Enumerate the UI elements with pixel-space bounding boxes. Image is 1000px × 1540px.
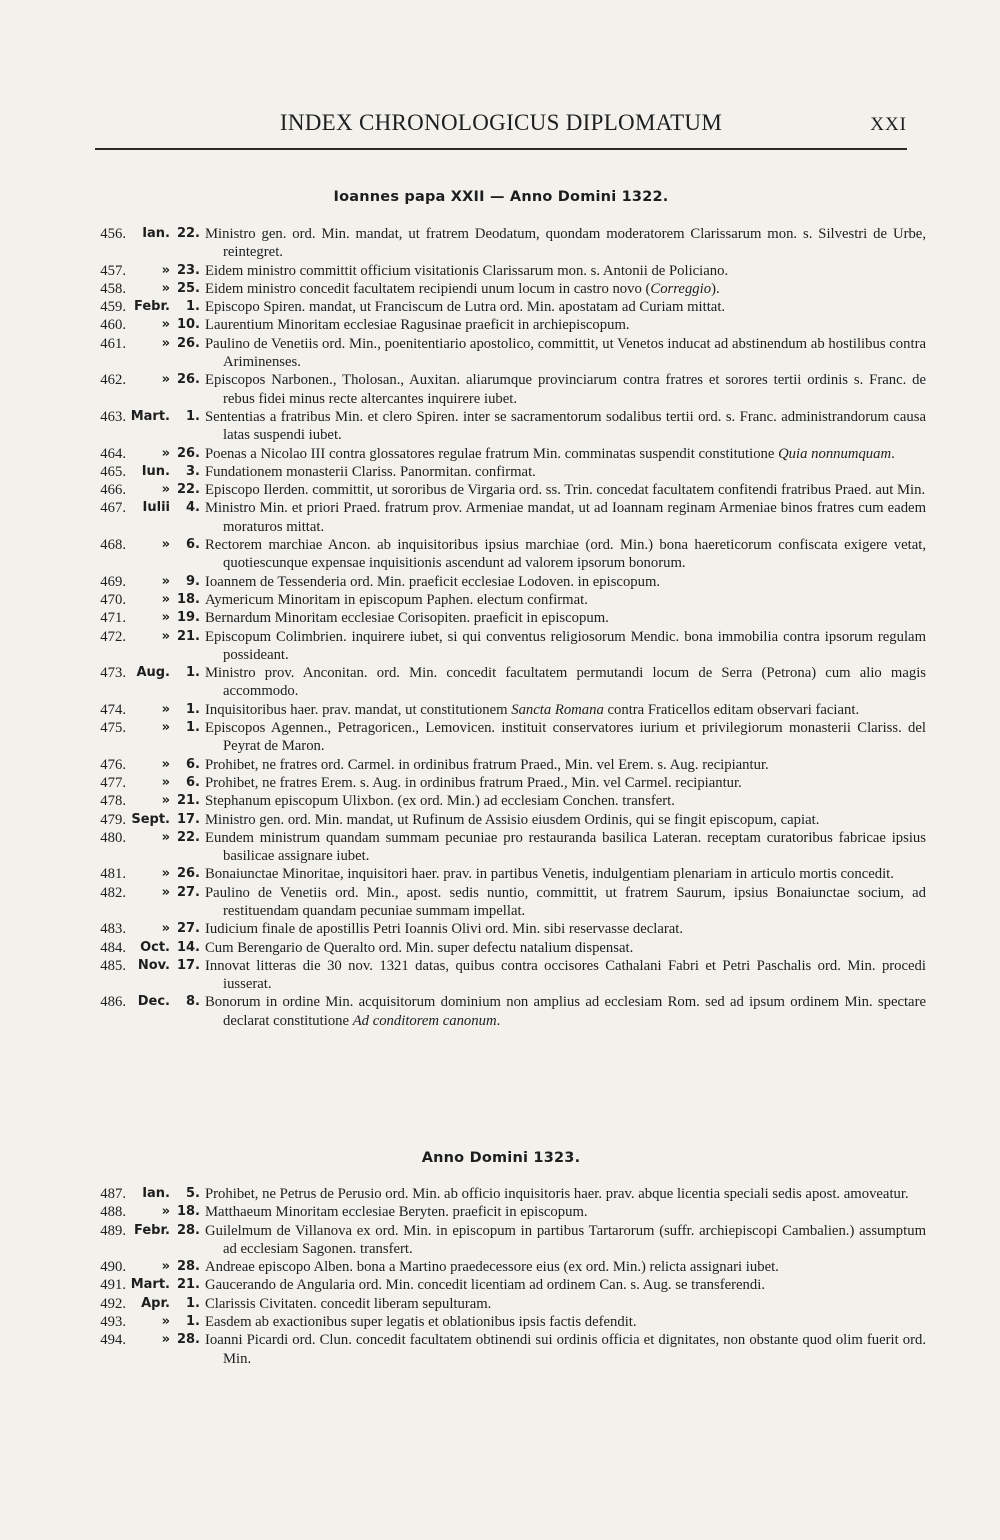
- entry-row: [0, 1313, 1000, 1331]
- entry-number: 478.: [100, 793, 126, 810]
- entry-day: 22.: [176, 829, 200, 845]
- entry-number: 468.: [100, 537, 126, 554]
- entry-day: 9.: [186, 573, 200, 589]
- entry-month: »: [161, 573, 170, 589]
- entry-text: Paulino de Venetiis ord. Min., poenitentiario apostolico, committit, ut Venetos inducat ad abstinendum ab hostilibus contra Ariminenses.: [205, 335, 926, 371]
- entry-day: 18.: [176, 591, 200, 607]
- entry-text: Iudicium finale de apostillis Petri Ioannis Olivi ord. Min. sibi reservasse declarat.: [205, 921, 684, 938]
- entry-number: 459.: [100, 299, 126, 316]
- entry-row: [0, 463, 1000, 481]
- entry-text: Easdem ab exactionibus super legatis et oblationibus ipsis factis defendit.: [205, 1314, 637, 1331]
- entry-text: Ministro prov. Anconitan. ord. Min. concedit facultatem permutandi locum de Serra (Petrona) cum alio magis accommodo.: [205, 665, 926, 700]
- entry-row: [0, 1222, 1000, 1259]
- entry-number: 491.: [100, 1277, 126, 1294]
- entry-month: Mart.: [130, 408, 170, 424]
- entry-italic-title: Quia nonnumquam: [778, 445, 892, 462]
- entry-day: 6.: [186, 756, 200, 772]
- entry-number: 474.: [100, 701, 126, 718]
- entry-row: [0, 811, 1000, 829]
- entry-row: [0, 225, 1000, 262]
- entry-number: 473.: [100, 665, 126, 682]
- entry-month: »: [161, 829, 170, 845]
- entry-day: 26.: [176, 335, 200, 351]
- entry-day: 27.: [176, 884, 200, 900]
- entry-number: 470.: [100, 591, 126, 608]
- entry-number: 477.: [100, 774, 126, 791]
- entry-row: [0, 939, 1000, 957]
- entry-day: 26.: [176, 445, 200, 461]
- entry-text: Eidem ministro committit officium visitationis Clarissarum mon. s. Antonii de Policiano.: [205, 262, 729, 279]
- entry-day: 6.: [186, 537, 200, 553]
- entry-number: 472.: [100, 628, 126, 645]
- entry-row: [0, 481, 1000, 499]
- entry-number: 462.: [100, 372, 126, 389]
- entry-number: 467.: [100, 500, 126, 517]
- entry-number: 494.: [100, 1332, 126, 1349]
- entry-number: 482.: [100, 884, 126, 901]
- entry-month: »: [161, 628, 170, 644]
- entry-day: 1.: [186, 720, 200, 736]
- entry-day: 22.: [176, 482, 200, 498]
- entry-number: 475.: [100, 720, 126, 737]
- entry-month: Iulii: [142, 500, 170, 516]
- entry-text: Stephanum episcopum Ulixbon. (ex ord. Min.) ad ecclesiam Conchen. transfert.: [205, 793, 675, 810]
- entry-row: [0, 1258, 1000, 1276]
- entry-number: 458.: [100, 280, 126, 297]
- entry-month: »: [161, 482, 170, 498]
- entry-row: [0, 371, 1000, 408]
- entry-row: [0, 280, 1000, 298]
- entry-month: Ian.: [142, 226, 170, 241]
- entry-row: [0, 920, 1000, 938]
- entry-number: 476.: [100, 756, 126, 773]
- entry-text: Andreae episcopo Alben. bona a Martino praedecessore eius (ex ord. Min.) relicta assignari iubet.: [205, 1259, 779, 1276]
- page-header: [95, 106, 907, 150]
- entry-month: Aug.: [136, 665, 170, 681]
- entry-text: Episcopum Colimbrien. inquirere iubet, si qui conventus religiosorum Mendic. bona immobilia contra ipsorum regulam possideant.: [205, 628, 926, 663]
- entry-month: »: [161, 756, 170, 772]
- entry-number: 460.: [100, 317, 126, 334]
- entry-row: [0, 316, 1000, 334]
- entry-row: [0, 1276, 1000, 1294]
- entry-row: [0, 408, 1000, 445]
- entry-text: Sententias a fratribus Min. et clero Spiren. inter se sacramentorum sodalibus tertii ord. s. Franc. administrandorum causa latas suspendi iubet.: [205, 408, 926, 444]
- entry-month: »: [161, 591, 170, 607]
- entry-number: 469.: [100, 573, 126, 590]
- entry-row: [0, 609, 1000, 627]
- entry-number: 461.: [100, 335, 126, 352]
- entry-day: 21.: [176, 1277, 200, 1293]
- entry-number: 463.: [100, 408, 126, 425]
- entry-number: 481.: [100, 866, 126, 883]
- entry-row: [0, 499, 1000, 536]
- entry-text: Prohibet, ne fratres ord. Carmel. in ordinibus fratrum Praed., Min. vel Erem. s. Aug. recipiantur.: [205, 756, 769, 773]
- entry-text: Ministro gen. ord. Min. mandat, ut fratrem Deodatum, quondam moderatorem Clarissarum mon. s. Silvestri de Urbe, reintegret.: [205, 226, 926, 261]
- entry-month: Oct.: [140, 939, 170, 955]
- entry-text: Ioanni Picardi ord. Clun. concedit facultatem obtinendi sui ordinis officia et dignitates, non obstante quod olim fuerit ord. Min.: [205, 1332, 926, 1367]
- entry-text: Poenas a Nicolao III contra glossatores regulae fratrum Min. comminatas suspendit constitutione Quia nonnumquam.: [205, 445, 895, 462]
- entry-row: [0, 536, 1000, 573]
- entry-number: 465.: [100, 463, 126, 480]
- entry-day: 18.: [176, 1204, 200, 1220]
- entry-number: 488.: [100, 1204, 126, 1221]
- entry-text: Laurentium Minoritam ecclesiae Ragusinae praeficit in archiepiscopum.: [205, 317, 630, 334]
- entry-row: [0, 957, 1000, 994]
- entry-text: Bernardum Minoritam ecclesiae Corisopiten. praeficit in episcopum.: [205, 610, 609, 627]
- entry-day: 17.: [176, 957, 200, 973]
- entry-month: Mart.: [130, 1277, 170, 1293]
- entry-month: »: [161, 793, 170, 809]
- entry-list: [0, 225, 1000, 1030]
- entry-row: [0, 591, 1000, 609]
- entry-text: Episcopos Agennen., Petragoricen., Lemovicen. instituit conservatores iurium et privilegiorum monasterii Clariss. del Peyrat de Maron.: [205, 720, 926, 755]
- entry-text: Ministro Min. et priori Praed. fratrum prov. Armeniae mandat, ut ad Ioannam reginam Armeniae binos fratres cum eadem moraturos mittat.: [205, 500, 926, 535]
- entry-row: [0, 701, 1000, 719]
- entry-text: Episcopos Narbonen., Tholosan., Auxitan. aliarumque provinciarum contra fratres et sorores tertii ordinis s. Franc. de rebus fidei minus recte altercantes inquirere iubet.: [205, 372, 926, 407]
- entry-day: 1.: [186, 701, 200, 717]
- entry-day: 4.: [186, 500, 200, 516]
- entry-month: »: [161, 372, 170, 388]
- entry-italic-title: Ad conditorem canonum: [352, 1012, 497, 1029]
- entry-text: Eidem ministro concedit facultatem recipiendi unum locum in castro novo (Correggio).: [205, 280, 720, 297]
- entry-row: [0, 884, 1000, 921]
- entry-month: »: [161, 701, 170, 717]
- entry-italic-title: Correggio: [650, 280, 712, 297]
- entry-text: Inquisitoribus haer. prav. mandat, ut constitutionem Sancta Romana contra Fraticellos editam observari faciant.: [205, 701, 860, 718]
- entry-row: [0, 445, 1000, 463]
- entry-row: [0, 865, 1000, 883]
- entry-month: »: [161, 317, 170, 333]
- entry-row: [0, 628, 1000, 665]
- entry-text: Rectorem marchiae Ancon. ab inquisitoribus ipsius marchiae (ord. Min.) bona haereticorum confiscata exigere vetat, quotiescunque expensae inquisitionis ascendunt ad valorem ipsorum bonorum.: [205, 537, 926, 572]
- entry-day: 1.: [186, 1295, 200, 1311]
- entry-text: Episcopo Ilerden. committit, ut sororibus de Virgaria ord. ss. Trin. concedat facultatem confitendi fratribus Praed. aut Min.: [205, 482, 926, 499]
- entry-number: 493.: [100, 1314, 126, 1331]
- entry-month: Apr.: [141, 1295, 170, 1311]
- entry-month: Febr.: [134, 1222, 170, 1238]
- entry-text: Ioannem de Tessenderia ord. Min. praeficit ecclesiae Lodoven. in episcopum.: [205, 573, 661, 590]
- entry-month: »: [161, 1259, 170, 1275]
- entry-row: [0, 829, 1000, 866]
- page-number: XXI: [870, 114, 907, 135]
- entry-day: 3.: [186, 463, 200, 479]
- entry-row: [0, 664, 1000, 701]
- entry-number: 484.: [100, 939, 126, 956]
- entry-month: Febr.: [134, 299, 170, 315]
- entry-number: 479.: [100, 811, 126, 828]
- entry-row: [0, 993, 1000, 1030]
- entry-day: 8.: [186, 994, 200, 1010]
- entry-day: 23.: [176, 262, 200, 278]
- entry-number: 466.: [100, 482, 126, 499]
- entry-day: 21.: [176, 628, 200, 644]
- entry-row: [0, 719, 1000, 756]
- entry-text: Bonorum in ordine Min. acquisitorum dominium non amplius ad ecclesiam Rom. sed ad ipsum ordinem Min. spectare declarat constitutione Ad conditorem canonum.: [205, 994, 926, 1029]
- entry-day: 1.: [186, 299, 200, 315]
- entry-row: [0, 262, 1000, 280]
- entry-text: Gaucerando de Angularia ord. Min. concedit licentiam ad ordinem Can. s. Aug. se transferendi.: [205, 1277, 765, 1294]
- entry-text: Aymericum Minoritam in episcopum Paphen. electum confirmat.: [205, 591, 588, 608]
- entry-month: »: [161, 720, 170, 736]
- entry-month: »: [161, 262, 170, 278]
- entry-month: »: [161, 610, 170, 626]
- entry-row: [0, 1295, 1000, 1313]
- entry-month: »: [161, 1314, 170, 1330]
- entry-row: [0, 335, 1000, 372]
- entry-month: »: [161, 774, 170, 790]
- entry-text: Innovat litteras die 30 nov. 1321 datas, quibus contra occisores Cathalani Fabri et Petri Paschalis ord. Min. procedi iusserat.: [205, 957, 926, 993]
- entry-row: [0, 774, 1000, 792]
- entry-month: »: [161, 921, 170, 937]
- entry-month: »: [161, 445, 170, 461]
- entry-month: »: [161, 884, 170, 900]
- entry-month: »: [161, 1332, 170, 1348]
- entry-day: 26.: [176, 866, 200, 882]
- entry-month: »: [161, 335, 170, 351]
- entry-text: Clarissis Civitaten. concedit liberam sepulturam.: [205, 1295, 492, 1312]
- entry-row: [0, 298, 1000, 316]
- entry-month: Sept.: [131, 811, 170, 827]
- entry-day: 1.: [186, 1314, 200, 1330]
- section-heading: Anno Domini 1323.: [421, 1150, 581, 1166]
- entry-day: 5.: [186, 1186, 200, 1201]
- entry-number: 457.: [100, 262, 126, 279]
- entry-text: Eundem ministrum quandam summam pecuniae pro restauranda basilica Lateran. receptam curatoribus fabricae ipsius basilicae assignare iubet.: [205, 829, 926, 865]
- entry-text: Prohibet, ne Petrus de Perusio ord. Min. ab officio inquisitoris haer. prav. abque licentia speciali sedis apost. amoveatur.: [205, 1186, 909, 1202]
- entry-text: Prohibet, ne fratres Erem. s. Aug. in ordinibus fratrum Praed., Min. vel Carmel. recipiantur.: [205, 774, 742, 791]
- entry-text: Guilelmum de Villanova ex ord. Min. in episcopum in partibus Tartarorum (suffr. archiepiscopi Cambalien.) assumptum ad ecclesiam Sagonen. transfert.: [205, 1222, 926, 1257]
- entry-row: [0, 1203, 1000, 1221]
- entry-day: 28.: [176, 1222, 200, 1238]
- entry-row: [0, 756, 1000, 774]
- entry-day: 28.: [176, 1332, 200, 1348]
- entry-day: 21.: [176, 793, 200, 809]
- entry-number: 487.: [100, 1186, 126, 1202]
- entry-row: [0, 1331, 1000, 1368]
- section-heading: Ioannes papa XXII — Anno Domini 1322.: [333, 189, 669, 205]
- entry-day: 1.: [186, 408, 200, 424]
- entry-month: »: [161, 280, 170, 296]
- entry-number: 464.: [100, 445, 126, 462]
- entry-text: Paulino de Venetiis ord. Min., apost. sedis nuntio, committit, ut fratrem Saurum, ipsius Bonaiunctae socium, ad restituendam quandam pecuniae summam impellat.: [205, 884, 926, 919]
- entry-day: 6.: [186, 774, 200, 790]
- entry-text: Cum Berengario de Queralto ord. Min. super defectu natalium dispensat.: [205, 939, 634, 956]
- entry-row: [0, 1185, 1000, 1203]
- running-title: INDEX CHRONOLOGICUS DIPLOMATUM: [279, 110, 723, 135]
- entry-number: 492.: [100, 1295, 126, 1312]
- entry-month: »: [161, 866, 170, 882]
- entry-month: Dec.: [137, 994, 170, 1010]
- entry-number: 485.: [100, 957, 126, 974]
- entry-number: 486.: [100, 994, 126, 1011]
- entry-month: »: [161, 1204, 170, 1220]
- entry-day: 28.: [176, 1259, 200, 1275]
- entry-day: 22.: [176, 226, 200, 241]
- entry-number: 471.: [100, 610, 126, 627]
- entry-number: 480.: [100, 829, 126, 846]
- entry-list: [0, 1185, 1000, 1368]
- entry-month: Ian.: [142, 1186, 170, 1201]
- entry-day: 25.: [176, 280, 200, 296]
- entry-day: 10.: [176, 317, 200, 333]
- entry-text: Ministro gen. ord. Min. mandat, ut Rufinum de Assisio eiusdem Ordinis, qui se fingit episcopum, capiat.: [205, 811, 820, 828]
- entry-text: Fundationem monasterii Clariss. Panormitan. confirmat.: [205, 463, 536, 480]
- entry-day: 17.: [176, 811, 200, 827]
- entry-number: 490.: [100, 1259, 126, 1276]
- entry-month: »: [161, 537, 170, 553]
- entry-row: [0, 792, 1000, 810]
- entry-text: Episcopo Spiren. mandat, ut Franciscum de Lutra ord. Min. apostatam ad Curiam mittat.: [205, 299, 726, 316]
- entry-number: 456.: [100, 226, 126, 242]
- entry-day: 27.: [176, 921, 200, 937]
- entry-day: 19.: [176, 610, 200, 626]
- entry-number: 483.: [100, 921, 126, 938]
- entry-text: Bonaiunctae Minoritae, inquisitori haer. prav. in partibus Venetis, indulgentiam plenariam in articulo mortis concedit.: [205, 866, 894, 883]
- entry-month: Nov.: [137, 957, 170, 973]
- entry-day: 1.: [186, 665, 200, 681]
- entry-italic-title: Sancta Romana: [511, 701, 604, 718]
- entry-month: Iun.: [141, 463, 170, 479]
- entry-row: [0, 573, 1000, 591]
- entry-day: 26.: [176, 372, 200, 388]
- entry-text: Matthaeum Minoritam ecclesiae Beryten. praeficit in episcopum.: [205, 1204, 588, 1221]
- entry-day: 14.: [176, 939, 200, 955]
- entry-number: 489.: [100, 1222, 126, 1239]
